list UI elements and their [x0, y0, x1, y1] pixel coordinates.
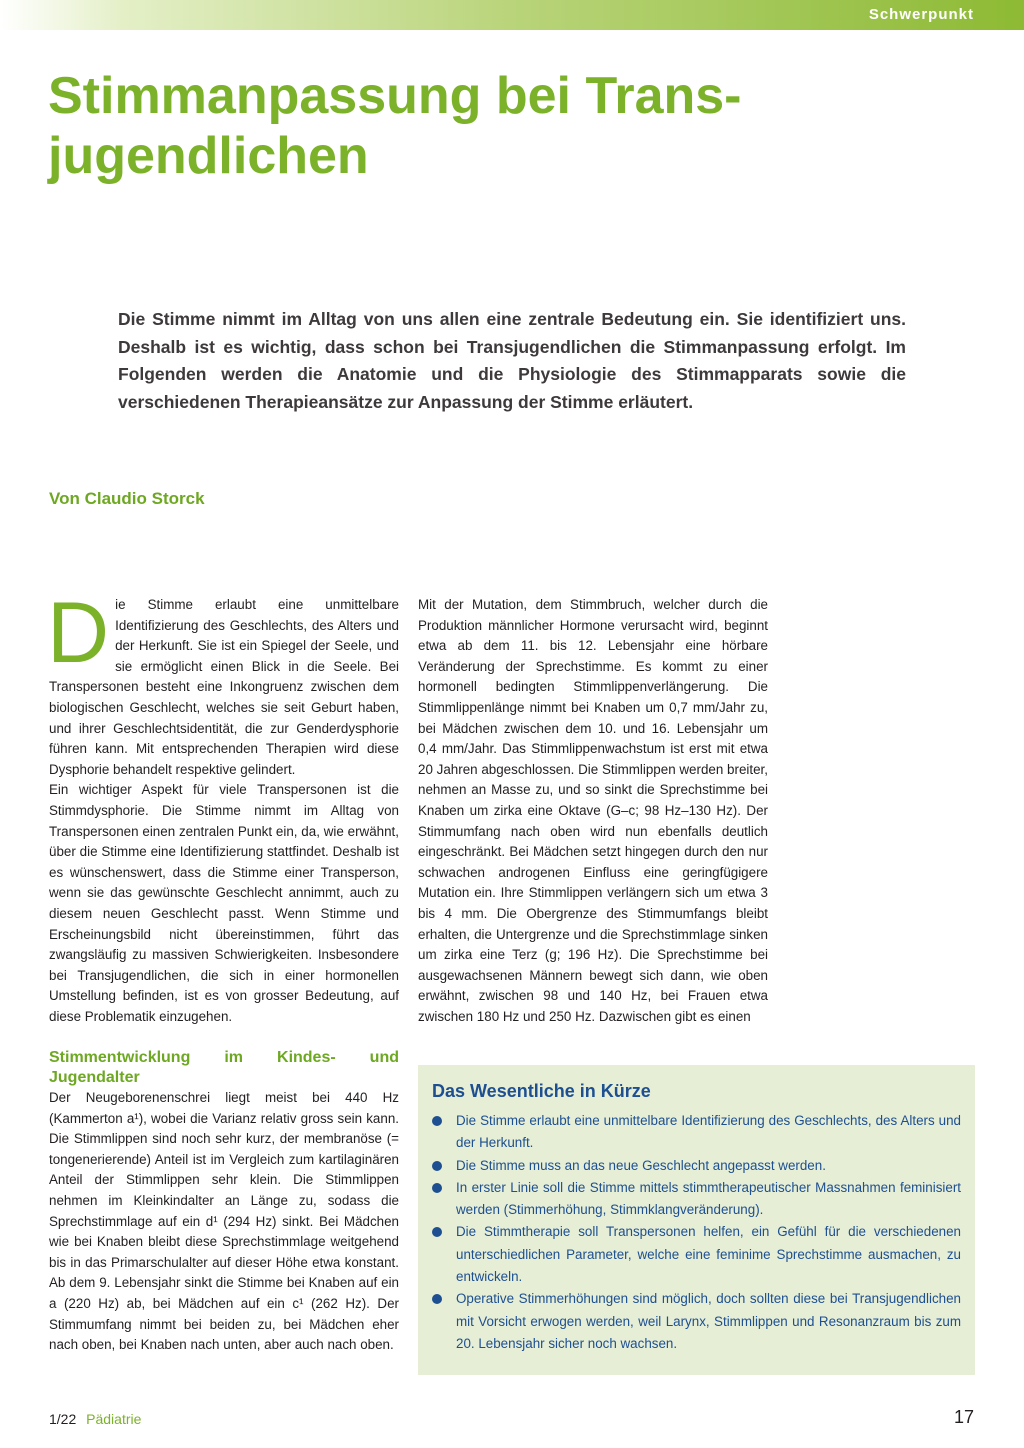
summary-item-text: Die Stimme erlaubt eine unmittelbare Identifizierung des Geschlechts, des Alters und der Herkunft. [456, 1113, 961, 1151]
summary-item [432, 1288, 961, 1355]
body-paragraph: Mit der Mutation, dem Stimmbruch, welcher durch die Produktion männlicher Hormone verursacht wird, beginnt etwa ab dem 11. bis 12. Lebensjahr eine hörbare Veränderung der Sprechstimme. Es kommt zu einer hormonell bedingten Stimmlippenverlängerung. Die Stimmlippenlänge nimmt bei Knaben um 0,7 mm/Jahr zu, bei Mädchen zwischen dem 10. und 16. Lebensjahr um 0,4 mm/Jahr. Das Stimmlippenwachstum ist erst mit etwa 20 Jahren abgeschlossen. Die Stimmlippen werden breiter, nehmen an Masse zu, und so sinkt die Sprechstimme bei Knaben um zirka eine Oktave (G–c; 98 Hz–130 Hz). Der Stimmumfang nach oben wird nun ebenfalls deutlich eingeschränkt. Bei Mädchen setzt hingegen durch den nur schwachen androgenen Einfluss eine geringfügigere Mutation ein. Ihre Stimmlippen verlängern sich um etwa 3 bis 4 mm. Die Obergrenze des Stimmumfangs bleibt erhalten, die Untergrenze und die Sprechstimmlage sinken um zirka eine Terz (g; 196 Hz). Die Sprechstimme bei ausgewachsenen Männern bewegt sich dann, wie oben erwähnt, zwischen 98 und 140 Hz, bei Frauen etwa zwischen 180 Hz und 250 Hz. Dazwischen gibt es einen [418, 597, 768, 1024]
body-paragraph: Ein wichtiger Aspekt für viele Transpersonen ist die Stimmdysphorie. Die Stimme nimmt im Alltag von Transpersonen einen zentralen Punkt ein, da, wie erwähnt, über die Stimme eine Identifizierung stattfindet. Deshalb ist es wünschenswert, dass die Stimme einer Transperson, wenn sie das gewünschte Geschlecht annimmt, auch zu diesem neuen Geschlecht passt. Wenn Stimme und Erscheinungsbild nicht übereinstimmen, führt das zwangsläufig zu massiven Schwierigkeiten. Insbesondere bei Transjugendlichen, die sich in einer hormonellen Umstellung befinden, ist es von grosser Bedeutung, auf diese Problematik einzugehen. [49, 782, 399, 1024]
body-column-1 [47, 585, 399, 1027]
body-paragraph [47, 585, 399, 780]
summary-item [432, 1221, 961, 1288]
issue-number: 1/22 [49, 1411, 77, 1427]
summary-item-text: Die Stimme muss an das neue Geschlecht angepasst werden. [456, 1157, 826, 1173]
body-column-2 [418, 595, 768, 1027]
summary-list [432, 1110, 961, 1355]
section-label: Schwerpunkt [868, 6, 974, 23]
bullet-icon [432, 1227, 442, 1237]
magazine-name: Pädiatrie [86, 1411, 142, 1427]
body-paragraph: Der Neugeborenenschrei liegt meist bei 440 Hz (Kammerton a¹), wobei die Varianz relativ gross sein kann. Die Stimmlippen sind noch sehr kurz, der membranöse (= tongenerierende) Anteil ist im Vergleich zum kartilaginären Anteil der Stimmlippen sehr klein. Die Stimmlippen nehmen im Kleinkindalter an Länge zu, sodass die Sprechstimmlage auf ein d¹ (294 Hz) sinkt. Bei Mädchen wie bei Knaben bleibt diese Sprechstimmlage weitgehend bis in das Primarschulalter auf dieser Höhe etwa konstant. Ab dem 9. Lebensjahr sinkt die Stimme bei Knaben auf ein a (220 Hz) ab, bei Mädchen auf ein c¹ (262 Hz). Der Stimmumfang nimmt bei beiden zu, bei Mädchen eher nach oben, bei Knaben nach unten, aber auch nach oben. [49, 1090, 399, 1353]
article-title: Stimmanpassung bei Trans-jugendlichen [48, 67, 742, 185]
article-lead: Die Stimme nimmt im Alltag von uns allen eine zentrale Bedeutung ein. Sie identifiziert uns. Deshalb ist es wichtig, dass schon bei Transjugendlichen die Stimmanpassung erfolgt. Im Folgenden werden die Anatomie und die Physiologie des Stimmapparats sowie die verschiedenen Therapieansätze zur Anpassung der Stimme erläutert. [118, 309, 906, 412]
drop-cap: D [47, 585, 110, 681]
footer-publication [49, 1411, 141, 1427]
bullet-icon [432, 1161, 442, 1171]
summary-item [432, 1177, 961, 1222]
summary-box [418, 1065, 975, 1375]
page-number: 17 [953, 1407, 974, 1427]
paragraph-text: ie Stimme erlaubt eine unmittelbare Identifizierung des Geschlechts, des Alters und der Herkunft. Sie ist ein Spiegel der Seele, und sie ermöglicht einen Blick in die Seele. Bei Transpersonen besteht eine Inkongruenz zwischen dem biologischen Geschlecht, welches sie seit Geburt haben, und ihrer Geschlechtsidentität, die zur Genderdysphorie führen kann. Mit entsprechenden Therapien wird diese Dysphorie behandelt respektive gelindert. [49, 597, 399, 777]
summary-item-text: In erster Linie soll die Stimme mittels stimmtherapeutischer Massnahmen feminisiert werden (Stimmerhöhung, Stimmklangveränderung). [456, 1179, 961, 1218]
summary-item [432, 1110, 961, 1155]
bullet-icon [432, 1183, 442, 1193]
summary-item-text: Die Stimmtherapie soll Transpersonen helfen, ein Gefühl für die verschiedenen unterschiedlichen Parameter, welche eine feminime Sprechstimme ausmachen, zu entwickeln. [456, 1224, 961, 1285]
section-subheading: Stimmentwicklung im Kindes- und Jugendalter [49, 1049, 399, 1086]
bullet-icon [432, 1294, 442, 1304]
bullet-icon [432, 1116, 442, 1126]
summary-item-text: Operative Stimmerhöhungen sind möglich, doch sollten diese bei Transjugendlichen mit Vorsicht erwogen werden, weil Larynx, Stimmlippen und Resonanzraum bis zum 20. Lebensjahr sicher noch wachsen. [456, 1291, 961, 1351]
summary-box-title: Das Wesentliche in Kürze [432, 1081, 651, 1101]
article-author: Von Claudio Storck [49, 489, 205, 508]
section-header-bar [0, 0, 1024, 30]
summary-item [432, 1155, 961, 1177]
body-column-1-lower [49, 1048, 399, 1356]
